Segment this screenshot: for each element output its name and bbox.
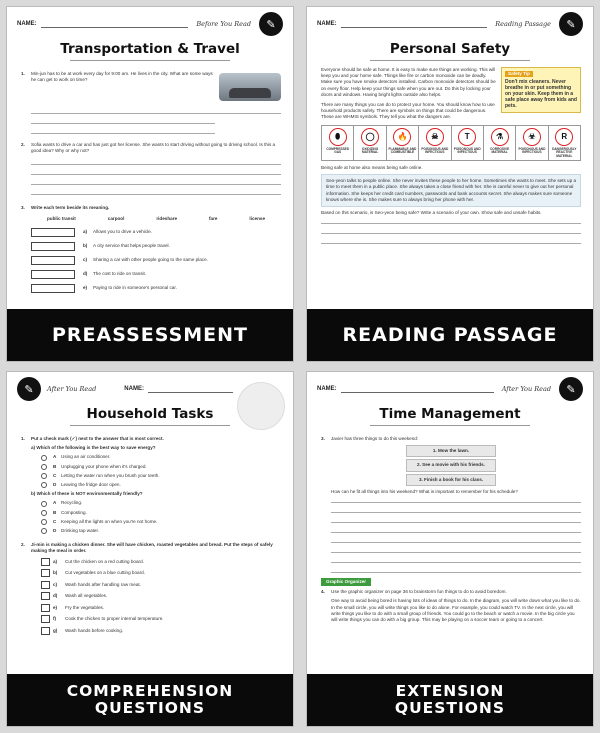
option-letter: A xyxy=(53,500,57,506)
name-field[interactable] xyxy=(341,20,488,28)
card-footer xyxy=(307,674,593,726)
option-text: Composting. xyxy=(61,509,87,515)
skull-icon: ☠ xyxy=(426,128,444,146)
hazard-symbol xyxy=(419,126,451,160)
answer-line[interactable] xyxy=(321,236,581,244)
question-number: 1. xyxy=(21,436,25,441)
option-letter: D xyxy=(53,528,57,534)
name-field[interactable] xyxy=(41,20,189,28)
radio-circle[interactable] xyxy=(41,510,47,516)
paragraph: Everyone should be safe at home. It is easy to make sure things are working. This will keep you and your home safe. Things like fire or carbon monoxide can be deadly. Make sure you have smoke detectors installed. Carbon monoxide detectors should be on every floor. Help keep your things safe when you are out. Do this by locking your doors and windows. Having bright lights outside also helps. xyxy=(321,67,496,97)
question-3-text: Write each term beside its meaning. xyxy=(31,205,110,211)
answer-line[interactable] xyxy=(31,167,281,175)
symbol-label: CORROSIVE MATERIAL xyxy=(489,146,510,155)
option-text: Unplugging your phone when it's charged. xyxy=(61,463,147,469)
compressed-gas-icon: ⬮ xyxy=(329,128,347,146)
question-1 xyxy=(21,436,281,442)
step-letter: g) xyxy=(53,627,58,633)
extension-card[interactable] xyxy=(306,371,594,727)
step-letter: b) xyxy=(53,570,58,576)
order-step xyxy=(41,558,281,566)
radio-circle[interactable] xyxy=(41,501,47,507)
answer-box[interactable] xyxy=(31,284,75,293)
option-text: Drinking tap water. xyxy=(61,528,100,534)
answer-option[interactable] xyxy=(41,528,281,534)
question-number: 2. xyxy=(21,542,25,548)
footer-line-2: QUESTIONS xyxy=(394,699,506,717)
definition: Allows you to drive a vehicle. xyxy=(93,229,152,235)
order-step xyxy=(41,569,281,577)
flame-icon: 🔥 xyxy=(393,128,411,146)
answer-option[interactable] xyxy=(41,482,281,488)
sub-question-b xyxy=(31,491,281,497)
scenario-box: Seo-yeon talks to people online. She never invites these people to her home. Sometimes she wants to meet. She sets up a time to meet them in a public place. She always takes a close friend with her. She is careful never to give out her personal information. She keeps her credit card numbers, passwords and bank accounts secret. She always makes sure someone knows where she is. She makes sure to always bring her phone with her. xyxy=(321,174,581,207)
order-box[interactable] xyxy=(41,592,50,600)
hazard-symbol xyxy=(516,126,548,160)
answer-line[interactable] xyxy=(31,177,281,185)
order-box[interactable] xyxy=(41,558,50,566)
radio-circle[interactable] xyxy=(41,464,47,470)
option-text: Using an air conditioner. xyxy=(61,454,111,460)
question-3-text: Javier has three things to do this weekend: xyxy=(331,436,419,441)
match-row xyxy=(31,256,281,265)
answer-line[interactable] xyxy=(31,157,281,165)
paragraph: There are many things you can do to protect your home. You should know how to use household products safely. There are symbols on things that could be dangerous. These are WHMIS symbols. They tell you what the dangers are. xyxy=(321,102,495,120)
answer-line[interactable] xyxy=(31,116,215,124)
question-number: 2. xyxy=(21,142,25,147)
answer-line[interactable] xyxy=(331,505,581,513)
reactive-icon: R xyxy=(555,128,573,146)
step-letter: d) xyxy=(53,593,58,599)
option-text: Keeping all the lights on when you're not home. xyxy=(61,518,158,524)
reading-passage-card[interactable] xyxy=(306,6,594,362)
option-letter: B xyxy=(53,463,57,469)
hazard-symbol xyxy=(387,126,419,160)
symbol-label: POISONOUS AND INFECTIOUS xyxy=(453,146,481,155)
definition: A city service that helps people travel. xyxy=(93,243,170,249)
worksheet-body xyxy=(21,71,281,298)
name-label: NAME: xyxy=(317,386,337,392)
step-text: Cut the chicken on a red cutting board. xyxy=(65,558,144,564)
page-header xyxy=(317,13,583,35)
question-text xyxy=(31,71,281,103)
radio-circle[interactable] xyxy=(41,473,47,479)
answer-line[interactable] xyxy=(331,555,581,563)
answer-line[interactable] xyxy=(31,126,215,134)
step-text: Wash hands before cooking. xyxy=(65,627,124,633)
order-step xyxy=(41,592,281,600)
sub-question-text: Which of the following is the best way to save energy? xyxy=(36,445,156,451)
question-1 xyxy=(21,71,281,103)
answer-option[interactable] xyxy=(41,473,281,479)
writing-prompt: Based on this scenario, is Seo-yeon being safe? Write a scenario of your own. Show safe and unsafe habits. xyxy=(321,210,542,216)
option-letter: C xyxy=(53,472,57,478)
name-field[interactable] xyxy=(341,385,494,393)
sub-question-letter: b) xyxy=(31,491,36,497)
term: carpool xyxy=(107,215,125,221)
toxic-t-icon: T xyxy=(458,128,476,146)
hazard-symbol xyxy=(322,126,354,160)
step-text: Fry the vegetables. xyxy=(65,604,105,610)
answer-line[interactable] xyxy=(31,106,281,114)
option-text: Recycling. xyxy=(61,500,83,506)
order-box[interactable] xyxy=(41,581,50,589)
definition: Sharing a car with other people going to the same place. xyxy=(93,257,208,263)
question-3-followup: How can he fit all things into his weekend? What is important to remember for his schedule? xyxy=(331,488,518,494)
answer-option[interactable] xyxy=(41,454,281,460)
answer-box[interactable] xyxy=(31,256,75,265)
radio-circle[interactable] xyxy=(41,455,47,461)
answer-option[interactable] xyxy=(41,510,281,516)
worksheet-body xyxy=(321,436,581,623)
question-3 xyxy=(321,436,581,442)
symbol-label: COMPRESSED GAS xyxy=(326,146,350,155)
radio-circle[interactable] xyxy=(41,482,47,488)
match-letter: b) xyxy=(83,243,88,249)
page-header xyxy=(317,378,583,400)
term: fare xyxy=(209,215,218,221)
answer-line[interactable] xyxy=(331,565,581,573)
section-tag: Before You Read xyxy=(196,20,251,28)
name-label: NAME: xyxy=(317,21,337,27)
pencil-icon: ✎ xyxy=(17,377,41,401)
answer-line[interactable] xyxy=(31,187,281,195)
match-letter: e) xyxy=(83,285,88,291)
question-number: 3. xyxy=(321,436,325,441)
option-letter: A xyxy=(53,454,57,460)
question-1-text: Min-jun has to be at work every day for 9:00 am. He lives in the city. What are some ways he can get to work on time? xyxy=(31,71,213,83)
answer-box[interactable] xyxy=(31,228,75,237)
passage-body xyxy=(321,67,581,246)
option-letter: C xyxy=(53,518,57,524)
todo-item: 2. See a movie with his friends. xyxy=(406,459,496,471)
radio-circle[interactable] xyxy=(41,519,47,525)
hazard-symbol xyxy=(549,126,580,160)
question-2 xyxy=(21,542,281,554)
symbol-label: OXIDIZING MATERIAL xyxy=(361,146,379,155)
section-tag: Reading Passage xyxy=(495,20,551,28)
match-row xyxy=(31,228,281,237)
term-bank xyxy=(31,216,281,222)
question-number: 1. xyxy=(21,71,25,76)
sub-question-letter: a) xyxy=(31,445,36,451)
question-1-text: Put a check mark (✓) next to the answer that is most correct. xyxy=(31,436,164,441)
option-text: Letting the water run when you brush your teeth. xyxy=(61,472,160,478)
question-2-text: Ji-min is making a chicken dinner. She will have chicken, roasted vegetables and bread. Put the steps of safely making the meal in order. xyxy=(31,542,273,554)
step-letter: a) xyxy=(53,558,58,564)
page-title: Transportation & Travel xyxy=(7,41,293,61)
answer-box[interactable] xyxy=(31,270,75,279)
answer-line[interactable] xyxy=(331,515,581,523)
answer-option[interactable] xyxy=(41,519,281,525)
term: license xyxy=(249,215,265,221)
answer-line[interactable] xyxy=(331,535,581,543)
corrosive-icon: ⚗ xyxy=(491,128,509,146)
step-text: Wash all vegetables. xyxy=(65,593,108,599)
answer-line[interactable] xyxy=(321,216,581,224)
page-header xyxy=(17,378,283,400)
match-row xyxy=(31,284,281,293)
order-step xyxy=(41,604,281,612)
step-text: Cook the chicken to proper internal temperature. xyxy=(65,616,164,622)
page-title: Time Management xyxy=(307,406,593,426)
radio-circle[interactable] xyxy=(41,528,47,534)
page-title: Personal Safety xyxy=(307,41,593,61)
answer-box[interactable] xyxy=(31,242,75,251)
todo-list xyxy=(406,445,496,486)
footer-line-1: EXTENSION xyxy=(395,682,505,700)
worksheet-body xyxy=(21,436,281,638)
order-step xyxy=(41,615,281,623)
sub-question-a xyxy=(31,445,281,451)
option-letter: B xyxy=(53,509,57,515)
answer-option[interactable] xyxy=(41,464,281,470)
answer-option[interactable] xyxy=(41,500,281,506)
car-photo xyxy=(219,73,281,101)
symbol-label: POISONOUS AND INFECTIOUS xyxy=(421,146,449,155)
page-title: Household Tasks xyxy=(7,406,293,426)
order-box[interactable] xyxy=(41,604,50,612)
name-label: NAME: xyxy=(17,21,37,27)
name-field[interactable] xyxy=(148,385,233,393)
order-step xyxy=(41,581,281,589)
step-letter: c) xyxy=(53,581,58,587)
safety-tip xyxy=(501,67,581,113)
symbol-label: POISONOUS AND INFECTIOUS xyxy=(518,146,546,155)
term: public transit xyxy=(46,215,76,221)
hazard-symbol xyxy=(452,126,484,160)
question-2-text: Sofia wants to drive a car and has just got her license. She wants to start driving without going to driving school. Is this a good idea? Why or why not? xyxy=(31,142,276,154)
definition: Paying to ride in someone's personal car. xyxy=(93,285,177,291)
symbol-label: DANGEROUSLY REACTIVE MATERIAL xyxy=(552,146,577,159)
section-tag: After You Read xyxy=(501,385,551,393)
definition: The cost to ride on transit. xyxy=(93,271,147,277)
section-tag: After You Read xyxy=(47,385,97,393)
comprehension-card[interactable] xyxy=(6,371,294,727)
answer-line[interactable] xyxy=(321,226,581,234)
order-step xyxy=(41,627,281,635)
question-number: 3. xyxy=(21,205,25,211)
footer-line-1: COMPREHENSION xyxy=(66,682,234,700)
name-label: NAME: xyxy=(124,386,144,392)
card-footer xyxy=(7,674,293,726)
graphic-organizer-label: Graphic Organizer xyxy=(321,578,371,586)
step-text: Cut vegetables on a blue cutting board. xyxy=(65,570,145,576)
step-letter: e) xyxy=(53,604,58,610)
answer-line[interactable] xyxy=(331,545,581,553)
paragraph: One way to avoid being bored is having lots of ideas of things to do. In the diagram, you will write down what you like to do. In the small circle, you will write things you like to do alone. For example, you could watch TV. In the next circle, you will write things you like to do with a small group of friends. You could go to the beach or watch a movie. In the big circle you will write things you can do with a big group. This may be playing on a soccer team or going to a concert. xyxy=(331,598,581,623)
question-3 xyxy=(21,205,281,211)
card-footer-label: PREASSESSMENT xyxy=(7,309,293,361)
tip-text: Don't mix cleaners. Never breathe in or put something on your skin. Keep them in a safe place away from kids and pets. xyxy=(505,79,577,109)
question-number: 4. xyxy=(321,589,325,595)
question-4-text: Use the graphic organizer on page 36 to brainstorm fun things to do to avoid boredom. xyxy=(331,589,507,595)
step-text: Wash hands after handling raw meat. xyxy=(65,581,141,587)
answer-line[interactable] xyxy=(331,525,581,533)
tip-label: Safety Tip xyxy=(505,71,533,77)
match-row xyxy=(31,270,281,279)
biohazard-icon: ☣ xyxy=(523,128,541,146)
question-2 xyxy=(21,142,281,154)
symbol-label: FLAMMABLE AND COMBUSTIBLE xyxy=(388,146,417,155)
paragraph: Being safe at home also means being safe online. xyxy=(321,165,423,171)
footer-line-2: QUESTIONS xyxy=(94,699,206,717)
match-letter: c) xyxy=(83,257,88,263)
sub-question-text: Which of these is NOT environmentally friendly? xyxy=(36,491,143,497)
pencil-icon: ✎ xyxy=(559,12,583,36)
option-text: Leaving the fridge door open. xyxy=(61,482,121,488)
match-letter: a) xyxy=(83,229,88,235)
answer-line[interactable] xyxy=(331,495,581,503)
match-letter: d) xyxy=(83,271,88,277)
step-letter: f) xyxy=(53,616,57,622)
todo-item: 3. Finish a book for his class. xyxy=(406,474,496,486)
whmis-symbols xyxy=(321,125,581,161)
oxidizing-icon: ◯ xyxy=(361,128,379,146)
hazard-symbol xyxy=(354,126,386,160)
option-letter: D xyxy=(53,482,57,488)
match-row xyxy=(31,242,281,251)
order-box[interactable] xyxy=(41,569,50,577)
todo-item: 1. Mow the lawn. xyxy=(406,445,496,457)
hazard-symbol xyxy=(484,126,516,160)
question-4 xyxy=(321,589,581,595)
term: rideshare xyxy=(156,215,178,221)
pencil-icon: ✎ xyxy=(559,377,583,401)
preassessment-card[interactable] xyxy=(6,6,294,362)
order-box[interactable] xyxy=(41,615,50,623)
card-footer-label: READING PASSAGE xyxy=(307,309,593,361)
pencil-icon: ✎ xyxy=(259,12,283,36)
order-box[interactable] xyxy=(41,627,50,635)
page-header xyxy=(17,13,283,35)
